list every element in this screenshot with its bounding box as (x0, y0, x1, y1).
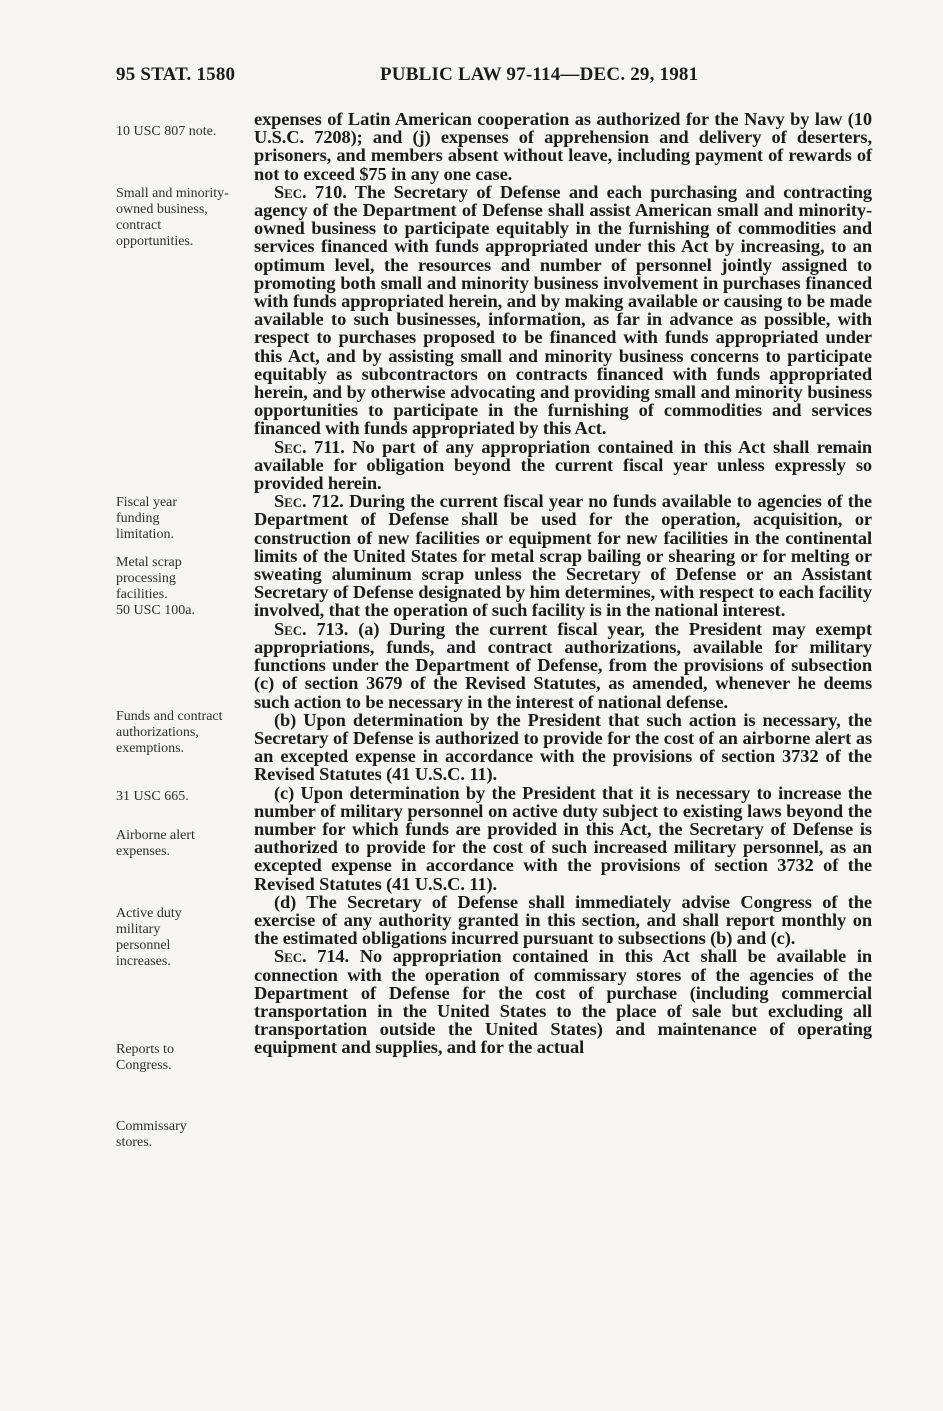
section-712: Sec. 712. During the current fiscal year no funds available to agencies of the Department of Defense shall be used for the operation, acquisition, or construction of new facilities or equipment for new facilities in the continental limits of the United States for metal scrap bailing or shearing or for melting or sweating aluminum scrap unless the Secretary of Defense or an Assistant Secretary of Defense designated by him determines, with respect to each facility involved, that the operation of such facility is in the national interest. (254, 491, 872, 621)
margin-note-reports-congress: Reports to Congress. (116, 1042, 174, 1073)
section-713a: Sec. 713. (a) During the current fiscal year, the President may exempt appropriations, funds, and contract authorizations, available for military functions under the Department of Defense, from the provisions of subsection (c) of section 3679 of the Revised Statutes, as amended, whenever he deems such action to be necessary in the interest of national defense. (254, 618, 872, 712)
section-713b: (b) Upon determination by the President that such action is necessary, the Secretary of Defense is authorized to provide for the cost of an airborne alert as an excepted expense in accordance with the provisions of section 3732 of the Revised Statutes (41 U.S.C. 11). (254, 709, 872, 785)
law-title: PUBLIC LAW 97-114—DEC. 29, 1981 (380, 64, 699, 85)
statute-body (254, 110, 872, 1057)
section-label: Sec. (274, 181, 307, 202)
section-711: Sec. 711. No part of any appropriation contained in this Act shall remain available for obligation beyond the current fiscal year unless expressly so provided herein. (254, 436, 872, 494)
section-714: Sec. 714. No appropriation contained in this Act shall be available in connection with the operation of commissary stores of the agencies of the Department of Defense for the cost of purchase (including commercial transportation in the United States to the place of sale but excluding all transportation outside the United States) and maintenance of operating equipment and supplies, and for the actual (254, 946, 872, 1058)
margin-note-fiscal-year: Fiscal year funding limitation. (116, 495, 178, 542)
margin-note-airborne-alert: Airborne alert expenses. (116, 828, 195, 859)
section-label: Sec. (274, 946, 307, 967)
margin-note-50-usc-100a: 50 USC 100a. (116, 603, 195, 618)
section-713c: (c) Upon determination by the President that it is necessary to increase the number of military personnel on active duty subject to existing laws beyond the number for which funds are provided in this Act, the Secretary of Defense is authorized to provide for the cost of such increased military personnel, as an excepted expense in accordance with the provisions of section 3732 of the Revised Statutes (41 U.S.C. 11). (254, 782, 872, 894)
section-label: Sec. (274, 618, 307, 639)
margin-note-metal-scrap: Metal scrap processing facilities. (116, 555, 182, 602)
margin-note-commissary: Commissary stores. (116, 1119, 187, 1150)
statute-citation: 95 STAT. 1580 (116, 64, 236, 85)
margin-note-10-usc-807: 10 USC 807 note. (116, 124, 217, 139)
paragraph: expenses of Latin American cooperation as authorized for the Navy by law (10 U.S.C. 7208); and (j) expenses of apprehension and delivery of deserters, prisoners, and members absent without leave, including payment of rewards of not to exceed $75 in any one case. (254, 109, 872, 184)
section-713d: (d) The Secretary of Defense shall immediately advise Congress of the exercise of any authority granted in this section, and shall report monthly on the estimated obligations incurred pursuant to subsections (b) and (c). (254, 891, 872, 949)
margin-note-funds-exemptions: Funds and contract authorizations, exemptions. (116, 709, 223, 756)
page-header (0, 64, 943, 94)
margin-note-31-usc-665: 31 USC 665. (116, 789, 189, 804)
margin-note-active-duty: Active duty military personnel increases. (116, 906, 182, 969)
section-710: Sec. 710. The Secretary of Defense and each purchasing and contracting agency of the Department of Defense shall assist American small and minority-owned business to participate equitably in the furnishing of commodities and services financed with funds appropriated under this Act by increasing, to an optimum level, the resources and number of personnel jointly assigned to promoting both small and minority business involvement in purchases financed with funds appropriated herein, and by making available or causing to be made available to such businesses, information, as far in advance as possible, with respect to purchases proposed to be financed with funds appropriated under this Act, and by assisting small and minority business concerns to participate equitably as subcontractors on contracts financed with funds appropriated herein, and by otherwise advocating and providing small and minority business opportunities to participate in the furnishing of commodities and services financed with funds appropriated by this Act. (254, 181, 872, 439)
section-label: Sec. (274, 491, 307, 512)
section-label: Sec. (274, 436, 307, 457)
margin-note-small-business: Small and minority-owned business, contract opportunities. (116, 186, 229, 249)
